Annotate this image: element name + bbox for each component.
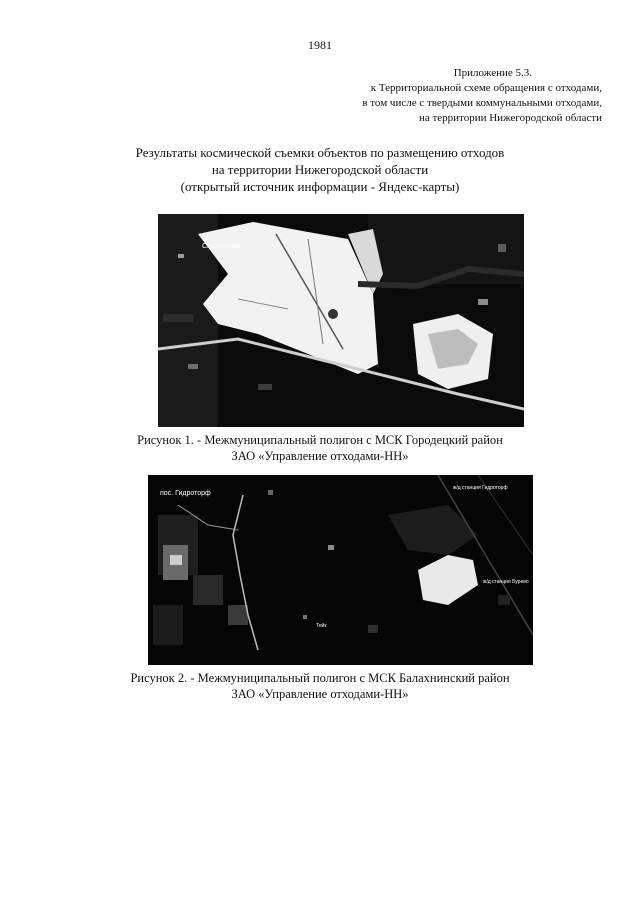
appendix-line-1: Приложение 5.3. xyxy=(453,67,532,79)
page-number: 1981 xyxy=(308,38,332,52)
figure-2-caption-line-2: ЗАО «Управление отходами-НН» xyxy=(231,687,409,701)
appendix-header xyxy=(282,66,602,126)
figure-1-caption xyxy=(0,432,640,464)
appendix-line-2: к Территориальной схеме обращения с отходами, xyxy=(370,82,602,94)
figure-2-caption xyxy=(0,670,640,702)
map-label-skorlupino: Скорлупино xyxy=(202,243,241,250)
satellite-image-1-graphic xyxy=(158,214,524,427)
figure-2-caption-line-1: Рисунок 2. - Межмуниципальный полигон с МСК Балахнинский район xyxy=(130,671,510,685)
title-line-1: Результаты космической съемки объектов по размещению отходов xyxy=(135,145,505,160)
title-line-2: на территории Нижегородской области xyxy=(211,162,429,177)
map-label-small: Тейк xyxy=(316,623,327,629)
title-line-3: (открытый источник информации - Яндекс-карты) xyxy=(180,179,460,194)
figure-1-caption-line-1: Рисунок 1. - Межмуниципальный полигон с МСК Городецкий район xyxy=(137,433,503,447)
map-label-gidrotorf: пос. Гидроторф xyxy=(160,490,211,497)
appendix-line-4: на территории Нижегородской области xyxy=(418,112,602,124)
satellite-image-1 xyxy=(158,214,524,427)
document-title xyxy=(0,144,640,195)
satellite-image-2 xyxy=(148,475,533,665)
map-label-station-burevo: ж/д станция Бурево xyxy=(483,579,529,585)
satellite-image-2-graphic xyxy=(148,475,533,665)
map-label-station-gidrotorf: ж/д станция Гидроторф xyxy=(453,485,508,491)
figure-1-caption-line-2: ЗАО «Управление отходами-НН» xyxy=(231,449,409,463)
appendix-line-3: в том числе с твердыми коммунальными отходами, xyxy=(362,97,602,109)
